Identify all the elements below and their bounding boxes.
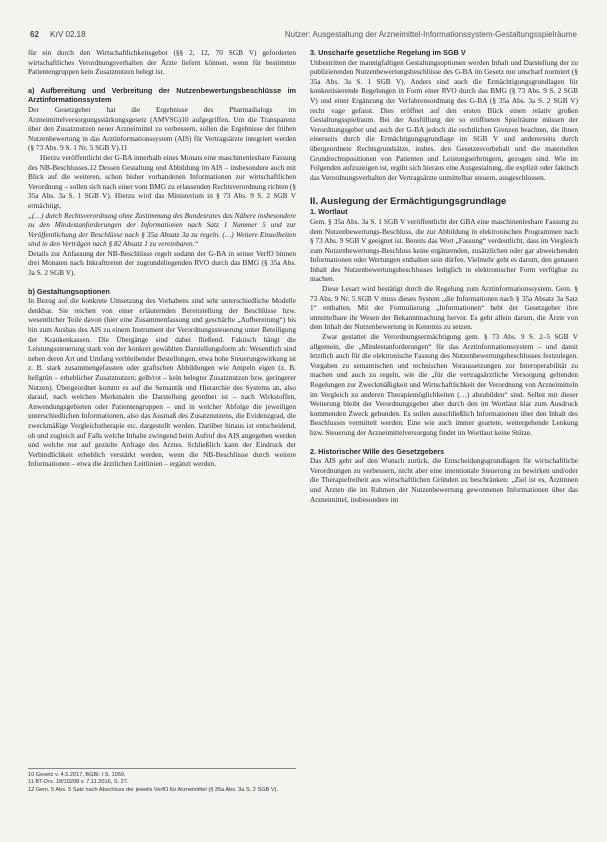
- section-ii-2-paragraph: Das AIS geht auf den Wunsch zurück, die Entscheidungsgrundlagen für wirtschaftliche Verordnungen zu verbessern, nicht aber eine intentionale Steuerung zu bewirken und/oder die Therapiefreiheit aus wirtschaftlichen Gründen zu beschränken: „Ziel ist es, Ärztinnen und Ärzten die im Rahmen der Nutzenbewertung gewonnenen Informationen über das Arzneimittel, insbesondere im: [310, 456, 578, 504]
- footnote: 11 BT-Drs. 18/10208 v. 7.11.2016, S. 27.: [28, 779, 129, 786]
- footnotes: [28, 768, 296, 794]
- journal-name: KrV 02.18: [50, 30, 86, 39]
- section-ii-2-heading: 2. Historischer Wille des Gesetzgebers: [310, 446, 445, 456]
- right-column: [310, 48, 578, 504]
- section-3-paragraph: Unbestritten der mannigfaltigen Gestaltungsoptionen werden Inhalt und Darstellung der zu publizierenden Nutzenbewertungsbeschlüsse des G-BA im Gesetz nur unscharf normiert (§ 35a Abs. 3a S. 1 SGB V). Anders sind auch die Ermächtigungsgrundlagen für konkretisierende Regelungen in Form einer RVO durch das BMG (§ 73 Abs. 9 S. 2 SGB V) und einer Ergänzung der Verfahrensordnung des G-BA (§ 35a Abs. 3a S. 2 SGB V) recht vage gefasst. Dies eröffnet auf den ersten Blick einen relativ großen Gestaltungsspielraum. Bei der Ausfüllung der so eröffneten Spielräume müssen der Verordnungsgeber und auch der G-BA jedoch die rechtlichen Grenzen beachten, die ihnen einerseits durch die Ermächtigungsgrundlage im SGB V und andererseits durch übergeordnete Rechtsgrundsätze, insbes. den Gesetzesvorbehalt und die materiellen Grundrechtspositionen von Patienten und Leistungserbringern, gezogen sind. Wie im Folgenden aufzuzeigen ist, ergibt sich hieraus eine Ausgestaltung, die explizit oder faktisch das Verordnungsverhalten der Vertragsärzte unmittelbar steuern, ausgeschlossen.: [310, 57, 578, 182]
- section-ii-1-paragraph-1: Gem. § 35a Abs. 3a S. 1 SGB V veröffentlicht der GBA eine maschinenlesbare Fassung zu dem Nutzenbewertungs-Beschluss, die zur Abbildung in elektronischen Programmen nach § 73 Abs. 9 SGB V geeignet ist. Bereits das Wort „Fassung“ verdeutlicht, dass im Vergleich zum Nutzenbewertungs-Beschluss keine ergänzenden, zusätzlichen oder gar abweichenden Informationen oder Wertungen enthalten sein dürfen. Vielmehr geht es darum, den genauen Inhalt des Nutzenbewertungsbeschlusses lediglich in elektronischer Form verfügbar zu machen.: [310, 216, 578, 284]
- section-ii-1-paragraph-3: Zwar gestattet die Verordnungsermächtigung gem. § 73 Abs. 9 S. 2–5 SGB V allgemein, die „Mindestanforderungen“ für das Arztinformationssystem – und damit letztlich auch für die elektronische Fassung des Nutzenbewertungsbeschlusses festzulegen. Vorgaben zu semantischen und technischen Voraussetzungen zur Interoperabilität zu machen und auch zu regeln, wie die „für die vertragsärztliche Versorgung geltenden Regelungen zur Zweckmäßigkeit und Wirtschaftlichkeit der Verordnung von Arzneimitteln im Vergleich zu anderen Therapiemöglichkeiten (…) abzubilden“ sind. Selbst mit dieser Weiterung bleibt der Verordnungsgeber aber durch den im Wortlaut klar zum Ausdruck kommenden Zweck gebunden. Es sollen ausschließlich Informationen über den Inhalt des Beschlusses vermittelt werden. Eine wie auch immer geartete, weitergehende Lenkung bzw. Steuerung der Arzneimittelversorgung findet im Wortlaut keine Stütze.: [310, 332, 578, 437]
- footnote: 12 Gem. 5 Abs. 5 Satz nach Abschluss der jeweils VerfO für Arzneimittel (§ 35a Abs. 3a S. 2 SGB V).: [28, 786, 278, 793]
- section-a-paragraph-1: Der Gesetzgeber hat die Ergebnisse des Pharmadialogs im Arzneimittelversorgungsstärkungsgesetz (AMVSG)10 aufgegriffen. Um die Transparenz über den Zusatznutzen neuer Arzneimittel zu verbessern, sollen die Ergebnisse der frühen Nutzenbewertung in das Arztinformationssystem (AIS) für Vertragsärzte integriert werden (§ 73 Abs. 9 S. 1 Nr. 5 SGB V).11: [28, 104, 296, 153]
- footnote: 10 Gesetz v. 4.5.2017, BGBl. I S. 1050.: [28, 772, 126, 778]
- section-ii-1-paragraph-2: Diese Lesart wird bestätigt durch die Regelung zum Arztinformationssystem. Gem. § 73 Abs. 9 Nr. 5 SGB V muss dieses System „die Informationen nach § 35a Absatz 3a Satz 1“ enthalten. Mit der Formulierung „Informationen“ hebt der Gesetzgeber ihre unmittelbare ihr Wesen der Bekanntmachung hervor. Es geht allein darum, die Ärzte von dem Inhalt der Nutzenbewertung in Kenntnis zu setzen.: [310, 284, 578, 332]
- section-a-paragraph-2: Hierzu veröffentlicht der G-BA innerhalb eines Monats eine maschinenlesbare Fassung des NB-Beschlusses.12 Dessen Gestaltung und Abbildung im AIS – insbesondere auch mit Blick auf die weiteren, schon bisher vorhandenen Informationen zur wirtschaftlichen Verordnung – sollen sich nach einer vom BMG zu erlassenden Rechtsverordnung richten (§ 35a Abs. 3a S. 1 SGB V). Hierzu wird das Ministerium in § 73 Abs. 9 S. 2 SGB V ermächtigt,: [28, 152, 296, 210]
- section-a-paragraph-3: Details zur Anfassung der NB-Beschlüsse regelt sodann der G-BA in seiner VerfO binnen drei Monaten nach Inkrafttreten der zugrundeliegenden RVO durch das BMG (§ 35a Abs. 3a S. 2 SGB V).: [28, 248, 296, 278]
- section-ii-1-heading: 1. Wortlaut: [310, 207, 348, 217]
- page-header: [30, 30, 577, 44]
- section-a-heading: a) Aufbereitung und Verbreitung der Nutzenbewertungsbeschlüsse im Arztinformationssystem: [28, 85, 296, 105]
- section-3-heading: 3. Unscharfe gesetzliche Regelung im SGB V: [310, 48, 466, 57]
- left-column: [28, 48, 296, 469]
- section-b-paragraph-1: In Bezug auf die konkrete Umsetzung des Vorhabens sind sehr unterschiedliche Modelle denkbar. Sie reichen von einer erläuternden Bereitstellung der Beschlüsse bzw. wesentlicher Teile davon (hier eine Zusammenfassung und geschärfte „Aufbereitung“) bis hin zum Ausbau des AIS zu einem Instrument der Verordnungssteuerung unter Beteiligung der Krankenkassen. Die Übergänge sind dabei fließend. Faktisch hängt die Leistungssteuerung stark von der konkret gewählten Darstellungsform ab: Wesentlich sind neben deren Art und Umfang verbleibender Bestellungen, etwa hohe Steuerungswirkung ist z. B. stark zusammengefassten oder grafischen Abbildungen wie Ampeln eigen (z. B. hellgrün – erheblicher Zusatznutzen; gelb/rot – kein belegter Zusatznutzen bzw. geringerer Nutzen). Übergeordnet kommt es auf die Semantik und Hierarchie des Systems an, also darauf, nach welchen Merkmalen die Darstellung geordnet ist – nach Wirkstoffen, Anwendungsgebieten oder Patientengruppen – und in welcher Abfolge die jeweiligen unterschiedlichen Informationen, also das Ausmaß des Zusatznutzens, die Evidenzgrad, die zweckmäßige Vergleichstherapie etc. dargestellt werden. Darüber hinaus ist entscheidend, ob und zugleich auf Falls welche Inhalte zwingend beim Aufruf des AIS angegeben werden und welche nur auf gezielte Anfrage des Arztes. Schließlich kann der Eindruck der Verbindlichkeit erheblich verstärkt werden, wenn die NB-Beschlüsse durch weitere Informationen – etwa die ärztlichen Leitlinien – ergänzt werden.: [28, 296, 296, 469]
- page-number: 62: [30, 30, 39, 39]
- intro-paragraph: für ein durch den Wirtschaftlichkeitsgebot (§§ 2, 12, 70 SGB V) geforderten wirtschaftliches Verordnungsverhalten der Ärzte liefern können, wenn für bestimmte Patientengruppen kein Zusatznutzen belegt ist.: [28, 48, 296, 77]
- section-b-heading: b) Gestaltungsoptionen: [28, 286, 110, 296]
- section-a-quote: „(…) durch Rechtsverordnung ohne Zustimmung des Bundesrates das Nähere insbesondere zu den Mindestanforderungen der Informationen nach Satz 1 Nummer 5 und zur Veröffentlichung der Beschlüsse nach § 35a Absatz 3a zu regeln. (…) Weitere Einzelheiten sind in den Verträgen nach § 82 Absatz 1 zu vereinbaren.“: [28, 210, 296, 249]
- running-title: Nutzer: Ausgestaltung der Arzneimittel-Informationssystem-Gestaltungsspielräume: [284, 30, 577, 39]
- section-ii-heading: II. Auslegung der Ermächtigungsgrundlage: [310, 196, 507, 208]
